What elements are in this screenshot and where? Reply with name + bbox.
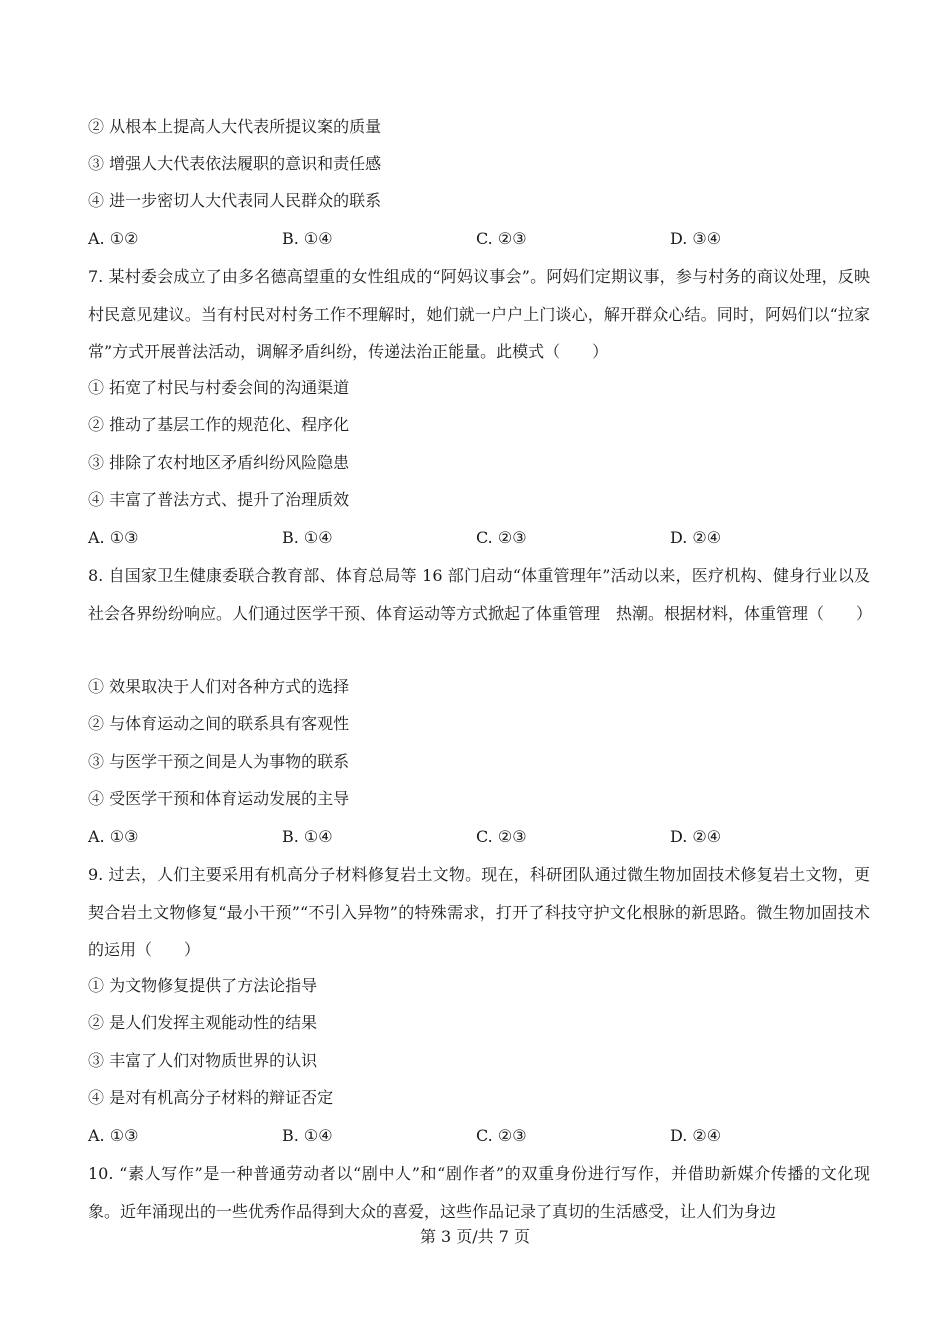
q8-statement-4: ④ 受医学干预和体育运动发展的主导: [88, 789, 350, 808]
q7-statement-3: ③ 排除了农村地区矛盾纠纷风险隐患: [88, 453, 350, 472]
q6-option-a: A. ①②: [88, 229, 139, 248]
q9-statement-4: ④ 是对有机高分子材料的辩证否定: [88, 1088, 334, 1107]
q9-statement-1: ① 为文物修复提供了方法论指导: [88, 976, 318, 995]
q8-options: [88, 827, 870, 847]
q7-statement-2: ② 推动了基层工作的规范化、程序化: [88, 415, 350, 434]
q8-statement-3: ③ 与医学干预之间是人为事物的联系: [88, 752, 350, 771]
page-footer: 第 3 页/共 7 页: [419, 1227, 531, 1246]
q8-option-b: B. ①④: [282, 827, 333, 846]
q7-option-a: A. ①③: [88, 528, 139, 547]
q9-statement-2: ② 是人们发挥主观能动性的结果: [88, 1013, 318, 1032]
q9-option-c: C. ②③: [476, 1126, 527, 1145]
q7-stem: 7. 某村委会成立了由多名德高望重的女性组成的“阿妈议事会”。阿妈们定期议事，参与村务的商议处理，反映村民意见建议。当有村民对村务工作不理解时，她们就一户户上门谈心，解开群众心结。同时，阿妈们以“拉家常”方式开展普法活动，调解矛盾纠纷，传递法治正能量。此模式（ ）: [88, 267, 870, 361]
q9-stem: 9. 过去，人们主要采用有机高分子材料修复岩土文物。现在，科研团队通过微生物加固技术修复岩土文物，更契合岩土文物修复“最小干预”“不引入异物”的特殊需求，打开了科技守护文化根脉的新思路。微生物加固技术的运用（ ）: [88, 865, 870, 959]
q8-stem: 8. 自国家卫生健康委联合教育部、体育总局等 16 部门启动“体重管理年”活动以来，医疗机构、健身行业以及社会各界纷纷响应。人们通过医学干预、体育运动等方式掀起了体重管理 热潮。根据材料，体重管理（ ）: [88, 566, 873, 623]
q6-option-b: B. ①④: [282, 229, 333, 248]
q7-options: [88, 528, 870, 548]
q8-option-d: D. ②④: [670, 827, 722, 846]
q6-statement-2: ② 从根本上提高人大代表所提议案的质量: [88, 117, 382, 136]
q6-statement-4: ④ 进一步密切人大代表同人民群众的联系: [88, 191, 382, 210]
q9-option-d: D. ②④: [670, 1126, 722, 1145]
q6-option-c: C. ②③: [476, 229, 527, 248]
q9-option-a: A. ①③: [88, 1126, 139, 1145]
q7-statement-1: ① 拓宽了村民与村委会间的沟通渠道: [88, 378, 350, 397]
q8-statement-1: ① 效果取决于人们对各种方式的选择: [88, 677, 350, 696]
q7-statement-4: ④ 丰富了普法方式、提升了治理质效: [88, 490, 350, 509]
q6-options: [88, 229, 870, 249]
q8-statement-2: ② 与体育运动之间的联系具有客观性: [88, 714, 350, 733]
q9-statement-3: ③ 丰富了人们对物质世界的认识: [88, 1051, 318, 1070]
q6-statement-3: ③ 增强人大代表依法履职的意识和责任感: [88, 154, 382, 173]
q10-stem: 10. “素人写作”是一种普通劳动者以“剧中人”和“剧作者”的双重身份进行写作，并借助新媒介传播的文化现象。近年涌现出的一些优秀作品得到大众的喜爱，这些作品记录了真切的生活感受，让人们为身边: [88, 1164, 870, 1221]
q7-option-c: C. ②③: [476, 528, 527, 547]
q8-option-a: A. ①③: [88, 827, 139, 846]
q8-option-c: C. ②③: [476, 827, 527, 846]
q9-option-b: B. ①④: [282, 1126, 333, 1145]
q9-options: [88, 1126, 870, 1146]
q7-option-d: D. ②④: [670, 528, 722, 547]
q6-option-d: D. ③④: [670, 229, 722, 248]
q7-option-b: B. ①④: [282, 528, 333, 547]
